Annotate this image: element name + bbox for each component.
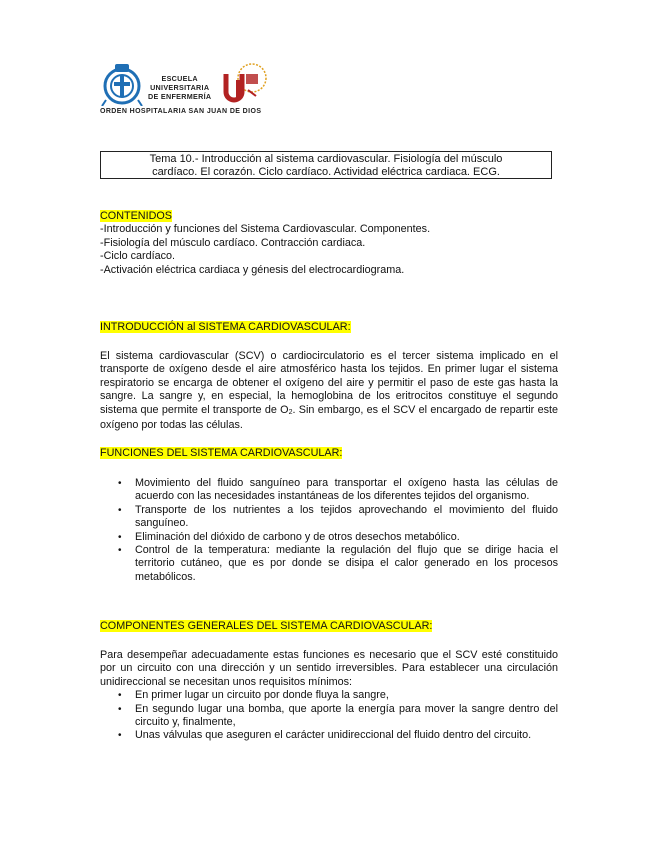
intro-heading: INTRODUCCIÓN al SISTEMA CARDIOVASCULAR: [100,321,351,333]
functions-section [100,447,558,460]
components-intro-paragraph: Para desempeñar adecuadamente estas funciones es necesario que el SCV esté constituido por un circuito con una dirección y un sentido irreversibles. Para establecer una circulación unidireccional se necesitan unos requisitos mínimos: [100,649,558,688]
contents-heading: CONTENIDOS [100,210,172,222]
list-item-text: Transporte de los nutrientes a los tejidos aprovechando el movimiento del fluido sanguíneo. [135,503,558,530]
list-item [100,689,558,702]
components-body-block [100,649,558,743]
bullet-icon: • [118,703,122,715]
list-item-text: Control de la temperatura: mediante la regulación del flujo que se dirige hacia el territorio cutáneo, que es por donde se disipa el calor generado en los procesos metabólicos. [135,544,558,583]
list-item [100,531,558,544]
list-item-text: Movimiento del fluido sanguíneo para transportar el oxígeno hasta las células de acuerdo con las necesidades instantáneas de los diferentes tejidos del organismo. [135,477,558,503]
title-line-1: Tema 10.- Introducción al sistema cardiovascular. Fisiología del músculo [149,153,503,165]
list-item [100,703,558,730]
order-name: ORDEN HOSPITALARIA SAN JUAN DE DIOS [100,108,262,115]
oxygen-subscript: 2 [288,408,293,416]
header-logo-block [100,58,280,120]
bullet-icon: • [118,504,122,516]
components-list [100,689,558,743]
intro-text-after: . Sin embargo, es el SCV el encargado de repartir este oxígeno por todas las células. [100,403,558,432]
functions-heading: FUNCIONES DEL SISTEMA CARDIOVASCULAR: [100,447,343,459]
school-line-1: ESCUELA [161,74,198,83]
intro-paragraph-block [100,350,558,432]
school-name [148,74,211,101]
crest-icon [100,62,144,106]
contents-item: -Activación eléctrica cardiaca y génesis del electrocardiograma. [100,263,405,276]
list-item-text: En primer lugar un circuito por donde fluya la sangre, [135,689,389,702]
university-crest-icon [222,60,268,108]
contents-item: -Ciclo cardíaco. [100,250,176,263]
contents-item: -Introducción y funciones del Sistema Cardiovascular. Componentes. [100,223,431,236]
bullet-icon: • [118,545,122,557]
list-item-text: En segundo lugar una bomba, que aporte la energía para mover la sangre dentro del circuito y, finalmente, [135,702,558,729]
bullet-icon: • [118,690,122,702]
components-section [100,620,558,633]
functions-list [100,477,558,584]
intro-paragraph [100,350,558,432]
list-item [100,729,558,742]
title-line-2: cardíaco. El corazón. Ciclo cardíaco. Actividad eléctrica cardiaca. ECG. [152,166,500,178]
list-item [100,477,558,504]
school-line-2: UNIVERSITARIA [150,83,210,92]
contents-section [100,210,558,277]
intro-text-before: El sistema cardiovascular (SCV) o cardiocirculatorio es el tercer sistema implicado en el transporte de oxígeno desde el aire atmosférico hasta los tejidos. En primer lugar el sistema respiratorio se encarga de obtener el oxígeno del aire y permitir el paso de este gas hasta la sangre. La sangre y, en especial, la hemoglobina de los eritrocitos constituye el segundo sistema que permite el transporte de O [100,350,558,416]
list-item [100,544,558,584]
list-item-text: Unas válvulas que aseguren el carácter unidireccional del fluido dentro del circuito. [135,729,532,742]
bullet-icon: • [118,730,122,742]
components-heading: COMPONENTES GENERALES DEL SISTEMA CARDIOVASCULAR: [100,620,433,632]
bullet-icon: • [118,531,122,543]
topic-title-box [100,151,552,179]
list-item [100,504,558,531]
list-item-text: Eliminación del dióxido de carbono y de otros desechos metabólico. [135,530,460,543]
school-line-3: DE ENFERMERÍA [148,92,212,101]
functions-list-block [100,477,558,584]
intro-section [100,321,558,334]
bullet-icon: • [118,478,122,489]
contents-item: -Fisiología del músculo cardíaco. Contracción cardiaca. [100,236,366,249]
